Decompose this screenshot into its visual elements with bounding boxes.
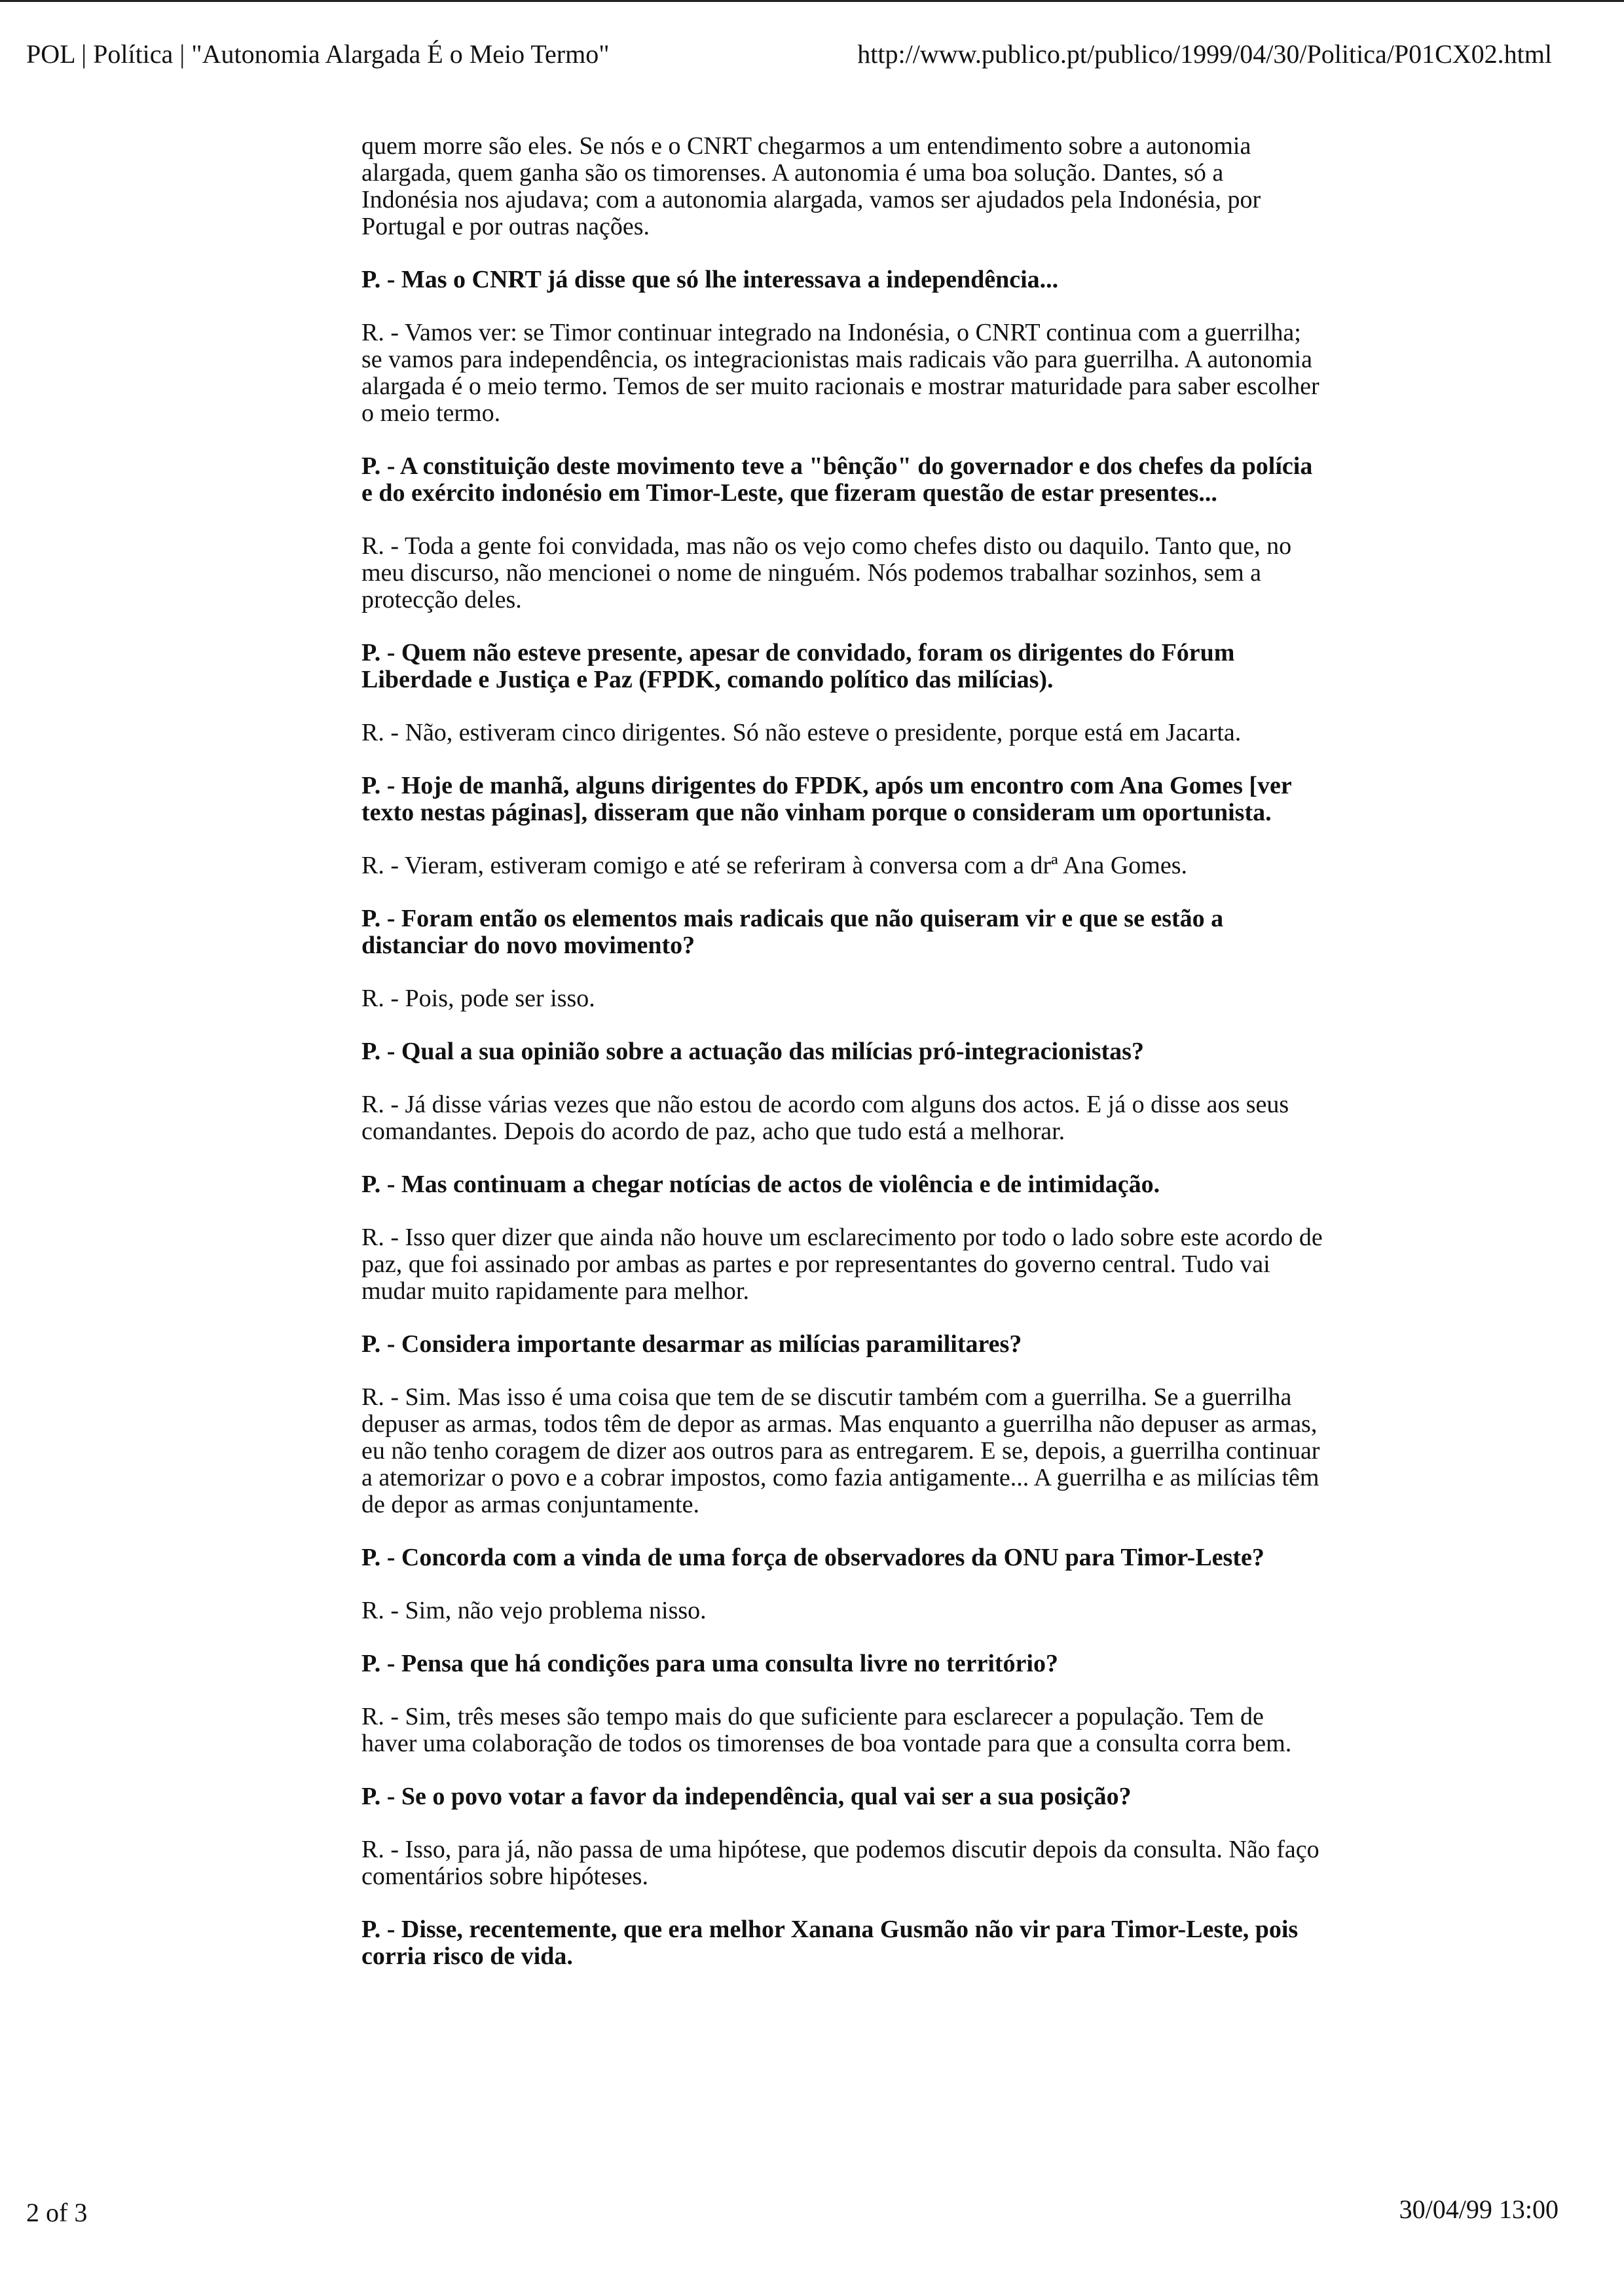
article-paragraph-answer: R. - Sim, três meses são tempo mais do que suficiente para esclarecer a população. Tem de haver uma colaboração de todos os timorenses de boa vontade para que a consulta corra bem.	[361, 1703, 1292, 1757]
article-paragraph-question: P. - Considera importante desarmar as milícias paramilitares?	[361, 1330, 1022, 1358]
article-body	[361, 133, 1324, 1996]
article-paragraph-question: P. - Foram então os elementos mais radicais que não quiseram vir e que se estão a distanciar do novo movimento?	[361, 905, 1224, 959]
article-paragraph-answer: R. - Isso quer dizer que ainda não houve um esclarecimento por todo o lado sobre este acordo de paz, que foi assinado por ambas as partes e por representantes do governo central. Tudo vai mudar muito rapidamente para melhor.	[361, 1224, 1323, 1305]
article-paragraph-question: P. - Hoje de manhã, alguns dirigentes do FPDK, após um encontro com Ana Gomes [ver texto nestas páginas], disseram que não vinham porque o consideram um oportunista.	[361, 772, 1292, 826]
top-rule	[0, 0, 1624, 2]
article-paragraph-answer: R. - Já disse várias vezes que não estou de acordo com alguns dos actos. E já o disse aos seus comandantes. Depois do acordo de paz, acho que tudo está a melhorar.	[361, 1091, 1289, 1145]
page-header-url: http://www.publico.pt/publico/1999/04/30/Politica/P01CX02.html	[857, 39, 1552, 69]
article-paragraph-answer: R. - Sim. Mas isso é uma coisa que tem de se discutir também com a guerrilha. Se a guerrilha depuser as armas, todos têm de depor as armas. Mas enquanto a guerrilha não depuser as armas, eu não tenho coragem de dizer aos outros para as entregarem. E se, depois, a guerrilha continuar a atemorizar o povo e a cobrar impostos, como fazia antigamente... A guerrilha e as milícias têm de depor as armas conjuntamente.	[361, 1383, 1320, 1518]
article-paragraph-question: P. - Mas continuam a chegar notícias de actos de violência e de intimidação.	[361, 1171, 1160, 1198]
article-paragraph-answer: R. - Vieram, estiveram comigo e até se referiram à conversa com a drª Ana Gomes.	[361, 852, 1188, 879]
article-paragraph-answer: R. - Sim, não vejo problema nisso.	[361, 1597, 707, 1624]
article-paragraph-question: P. - A constituição deste movimento teve a "bênção" do governador e dos chefes da polícia e do exército indonésio em Timor-Leste, que fizeram questão de estar presentes...	[361, 452, 1313, 507]
article-paragraph-question: P. - Se o povo votar a favor da independência, qual vai ser a sua posição?	[361, 1783, 1132, 1810]
page-number: 2 of 3	[26, 2198, 88, 2227]
article-paragraph-question: P. - Disse, recentemente, que era melhor Xanana Gusmão não vir para Timor-Leste, pois corria risco de vida.	[361, 1916, 1299, 1970]
article-paragraph-answer: R. - Vamos ver: se Timor continuar integrado na Indonésia, o CNRT continua com a guerrilha; se vamos para independência, os integracionistas mais radicais vão para guerrilha. A autonomia alargada é o meio termo. Temos de ser muito racionais e mostrar maturidade para saber escolher o meio termo.	[361, 319, 1320, 427]
article-paragraph-answer: quem morre são eles. Se nós e o CNRT chegarmos a um entendimento sobre a autonomia alargada, quem ganha são os timorenses. A autonomia é uma boa solução. Dantes, só a Indonésia nos ajudava; com a autonomia alargada, vamos ser ajudados pela Indonésia, por Portugal e por outras nações.	[361, 132, 1261, 240]
article-paragraph-answer: R. - Isso, para já, não passa de uma hipótese, que podemos discutir depois da consulta. Não faço comentários sobre hipóteses.	[361, 1836, 1320, 1890]
article-paragraph-question: P. - Pensa que há condições para uma consulta livre no território?	[361, 1650, 1058, 1677]
article-paragraph-answer: R. - Pois, pode ser isso.	[361, 985, 595, 1012]
article-paragraph-question: P. - Concorda com a vinda de uma força de observadores da ONU para Timor-Leste?	[361, 1544, 1264, 1571]
article-paragraph-answer: R. - Toda a gente foi convidada, mas não os vejo como chefes disto ou daquilo. Tanto que, no meu discurso, não mencionei o nome de ninguém. Nós podemos trabalhar sozinhos, sem a protecção deles.	[361, 532, 1292, 613]
print-timestamp: 30/04/99 13:00	[1399, 2195, 1559, 2224]
article-paragraph-question: P. - Qual a sua opinião sobre a actuação das milícias pró-integracionistas?	[361, 1038, 1144, 1065]
article-paragraph-question: P. - Mas o CNRT já disse que só lhe interessava a independência...	[361, 266, 1059, 293]
page-header-title: POL | Política | "Autonomia Alargada É o Meio Termo"	[26, 39, 610, 69]
article-paragraph-answer: R. - Não, estiveram cinco dirigentes. Só não esteve o presidente, porque está em Jacarta.	[361, 719, 1242, 746]
article-paragraph-question: P. - Quem não esteve presente, apesar de convidado, foram os dirigentes do Fórum Liberdade e Justiça e Paz (FPDK, comando político das milícias).	[361, 639, 1235, 693]
